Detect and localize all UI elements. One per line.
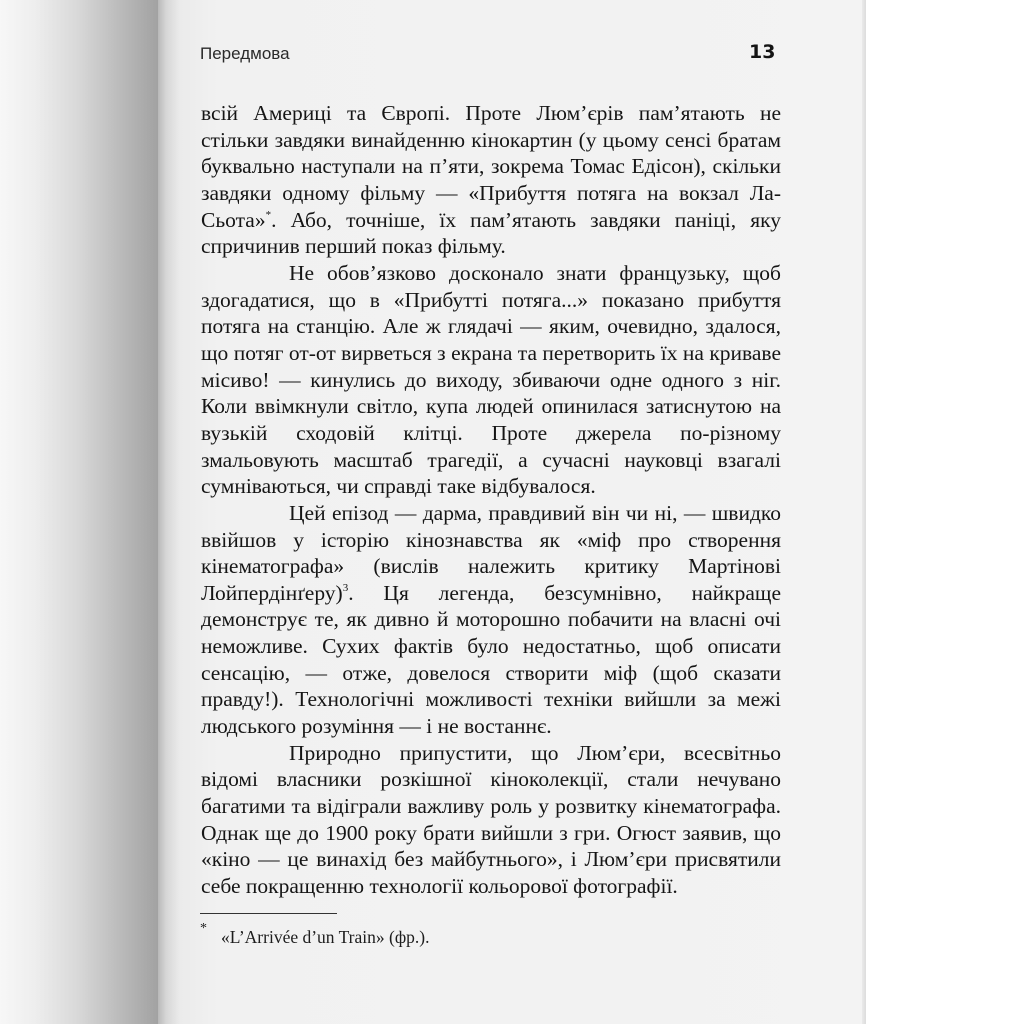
paragraph-2: Не обов’язково досконало знати французьку, щоб здогадатися, що в «Прибутті потяга...» показано прибуття потяга на станцію. Але ж глядачі — яким, очевидно, здалося, що потяг от-от вирветься з екрана та перетворить їх на криваве місиво! — кинулись до виходу, збиваючи одне одного з ніг. Коли ввімкнули світло, купа людей опинилася затиснутою на вузькій сходовій клітці. Проте джерела по-різному змальовують масштаб трагедії, а сучасні науковці взагалі сумніваються, чи справді таке відбувалося. <box>201 260 781 499</box>
running-head: Передмова <box>200 44 290 63</box>
paragraph-1 <box>201 100 781 260</box>
paragraph-1-text: всій Америці та Європі. Проте Люм’єрів пам’ятають не стільки завдяки винайденню кінокартин (у цьому сенсі братам буквально наступали на п’яти, зокрема Томас Едісон), скільки завдяки одному фільму — «Прибуття потяга на вокзал Ла-Сьота» <box>201 101 781 232</box>
paragraph-4: Природно припустити, що Люм’єри, всесвітньо відомі власники розкішної кіноколекції, стали нечувано багатими та відіграли важливу роль у розвитку кінематографа. Однак ще до 1900 року брати вийшли з гри. Огюст заявив, що «кіно — це винахід без майбутнього», і Люм’єри присвятили себе покращенню технології кольорової фотографії. <box>201 740 781 899</box>
endnote-reference-mark: 3 <box>342 581 349 594</box>
page-number: 13 <box>749 41 776 63</box>
scan-background <box>866 0 1024 1024</box>
footnote-reference-mark: * <box>265 208 272 221</box>
footnote-text: «L’Arrivée d’un Train» (фр.). <box>221 927 430 947</box>
paragraph-1-text-continued: . Або, точніше, їх пам’ятають завдяки паніці, яку спричинив перший показ фільму. <box>201 207 781 259</box>
footnote <box>200 921 430 948</box>
paragraph-3-text: Цей епізод — дарма, правдивий він чи ні, — швидко ввійшов у історію кінознавства як «міф про створення кінематографа» (вислів належить критику Мартінові Лойпердінґеру) <box>201 500 781 605</box>
paragraph-3 <box>201 500 781 740</box>
page-gutter-shadow <box>0 0 170 1024</box>
paragraph-3-text-continued: . Ця легенда, безсумнівно, найкраще демонструє те, як дивно й моторошно побачити на власні очі неможливе. Сухих фактів було недостатньо, щоб описати сенсацію, — отже, довелося створити міф (щоб сказати правду!). Технологічні можливості техніки вийшли за межі людського розуміння — і не востаннє. <box>201 580 781 739</box>
footnote-separator-rule <box>200 913 337 914</box>
footnote-mark: * <box>200 921 207 936</box>
body-text <box>201 100 781 900</box>
